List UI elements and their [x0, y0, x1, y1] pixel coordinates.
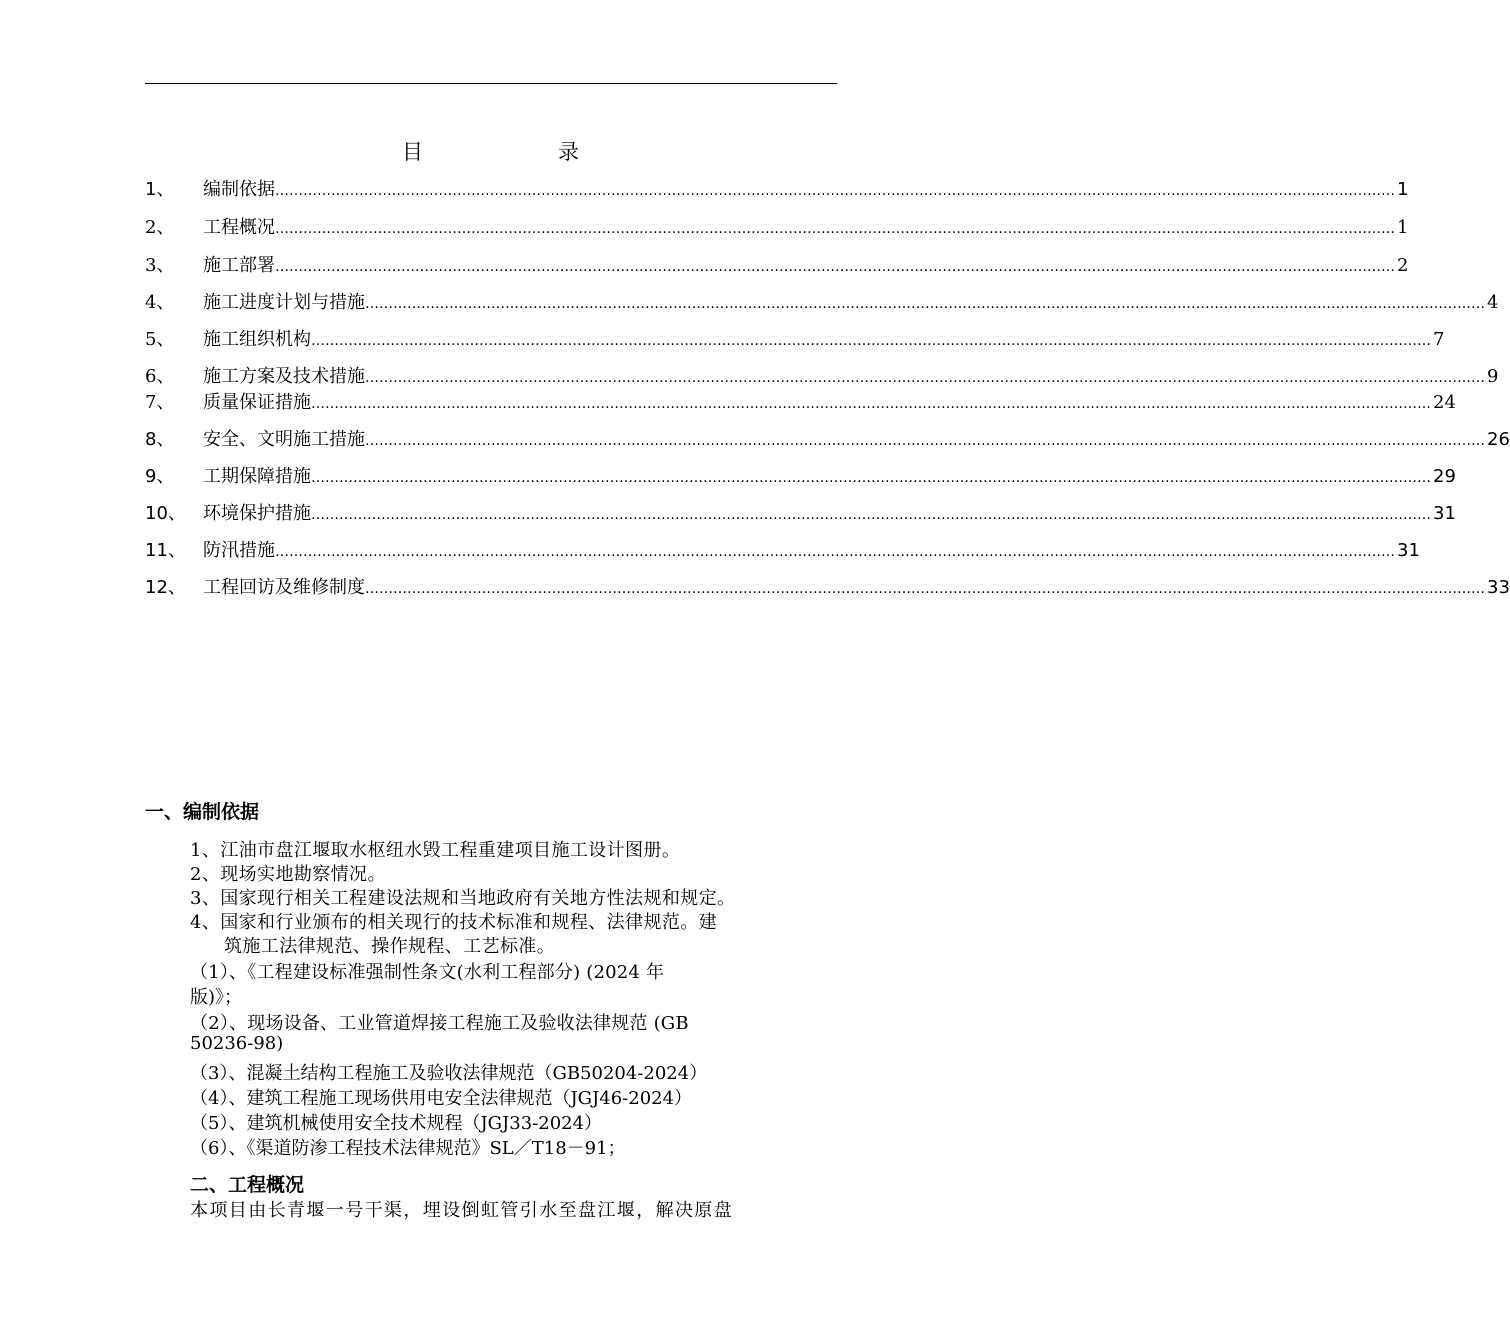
toc-entry-title: 施工部署 [203, 255, 275, 276]
toc-entry-number: 2、 [145, 217, 175, 238]
toc-entry[interactable] [145, 425, 1510, 451]
toc-entry-leader: …………………………………………………………………………………………………………………………………………………………………………………………………………………… [311, 507, 1431, 523]
section1-line: （3）、混凝土结构工程施工及验收法律规范（GB50204-2024） [190, 1063, 708, 1084]
toc-entry-title: 工程回访及维修制度 [203, 577, 365, 598]
toc-entry-leader: …………………………………………………………………………………………………………………………………………………………………………………………………………………… [311, 333, 1431, 349]
section2-heading: 二、工程概况 [190, 1174, 305, 1196]
toc-entry[interactable] [145, 325, 1445, 351]
toc-entry-number: 9、 [145, 466, 175, 487]
toc-entry-leader: …………………………………………………………………………………………………………………………………………………………………………………………………………………… [275, 544, 1395, 560]
toc-title [0, 136, 950, 164]
section1-line: 3、国家现行相关工程建设法规和当地政府有关地方性法规和规定。 [190, 888, 736, 909]
toc-entry-page: 33 [1487, 577, 1510, 598]
toc-entry-page: 1 [1397, 217, 1409, 238]
toc-entry-page: 31 [1433, 503, 1456, 524]
section1-line: 筑施工法律规范、操作规程、工艺标准。 [224, 936, 556, 957]
toc-entry-leader: …………………………………………………………………………………………………………………………………………………………………………………………………………………… [311, 396, 1431, 412]
toc-entry-number: 3、 [145, 255, 175, 276]
toc-entry[interactable] [145, 573, 1510, 599]
toc-entry-number: 5、 [145, 329, 175, 350]
toc-title-right: 录 [558, 140, 579, 164]
toc-entry[interactable] [145, 288, 1499, 314]
toc-entry[interactable] [145, 213, 1409, 239]
section1-line: 4、国家和行业颁布的相关现行的技术标准和规程、法律规范。建 [190, 912, 718, 933]
toc-entry-title: 编制依据 [203, 179, 275, 200]
toc-entry-number: 12、 [145, 577, 186, 598]
toc-entry-leader: …………………………………………………………………………………………………………………………………………………………………………………………………………………… [311, 470, 1431, 486]
toc-entry[interactable] [145, 251, 1409, 277]
toc-entry-number: 8、 [145, 429, 175, 450]
section1-line: （5）、建筑机械使用安全技术规程（JGJ33-2024） [190, 1113, 603, 1134]
toc-entry-leader: …………………………………………………………………………………………………………………………………………………………………………………………………………………… [365, 433, 1485, 449]
toc-entry-leader: …………………………………………………………………………………………………………………………………………………………………………………………………………………… [365, 581, 1485, 597]
section2-paragraph: 本项目由长青堰一号干渠，埋设倒虹管引水至盘江堰，解决原盘 [190, 1200, 734, 1221]
toc-entry-leader: …………………………………………………………………………………………………………………………………………………………………………………………………………………… [275, 221, 1395, 237]
section1-line: （2）、现场设备、工业管道焊接工程施工及验收法律规范 (GB [190, 1013, 689, 1034]
toc-entry-page: 9 [1487, 366, 1499, 387]
toc-entry-title: 施工组织机构 [203, 329, 311, 350]
header-rule [145, 83, 837, 84]
toc-entry-page: 1 [1397, 179, 1409, 200]
toc-entry-title: 环境保护措施 [203, 503, 311, 524]
toc-entry-title: 工期保障措施 [203, 466, 311, 487]
section1-heading: 一、编制依据 [145, 801, 260, 823]
section1-line: （4）、建筑工程施工现场供用电安全法律规范（JGJ46-2024） [190, 1088, 693, 1109]
toc-entry[interactable] [145, 175, 1409, 201]
toc-entry-number: 7、 [145, 392, 175, 413]
toc-entry-number: 4、 [145, 292, 175, 313]
section1-line: （1）、《工程建设标准强制性条文(水利工程部分) (2024 年 [190, 962, 665, 983]
toc-entry-page: 31 [1397, 540, 1420, 561]
toc-title-left: 目 [402, 140, 423, 164]
toc-entry-page: 29 [1433, 466, 1456, 487]
toc-entry-number: 1、 [145, 179, 175, 200]
toc-entry-title: 质量保证措施 [203, 392, 311, 413]
toc-entry-number: 6、 [145, 366, 175, 387]
toc-entry-title: 工程概况 [203, 217, 275, 238]
toc-entry-title: 安全、文明施工措施 [203, 429, 365, 450]
toc-entry-leader: …………………………………………………………………………………………………………………………………………………………………………………………………………………… [365, 296, 1485, 312]
toc-entry-number: 11、 [145, 540, 186, 561]
toc-entry-leader: …………………………………………………………………………………………………………………………………………………………………………………………………………………… [275, 259, 1395, 275]
toc-entry-leader: …………………………………………………………………………………………………………………………………………………………………………………………………………………… [275, 183, 1395, 199]
toc-entry-leader: …………………………………………………………………………………………………………………………………………………………………………………………………………………… [365, 370, 1485, 386]
toc-entry-number: 10、 [145, 503, 186, 524]
toc-entry-title: 防汛措施 [203, 540, 275, 561]
toc-entry[interactable] [145, 462, 1456, 488]
section1-line: 版)》； [190, 987, 243, 1008]
section1-line: 2、现场实地勘察情况。 [190, 864, 386, 885]
toc-entry-page: 7 [1433, 329, 1445, 350]
toc-entry-page: 4 [1487, 292, 1499, 313]
toc-entry[interactable] [145, 388, 1456, 414]
toc-entry[interactable] [145, 499, 1456, 525]
toc-entry-title: 施工进度计划与措施 [203, 292, 365, 313]
toc-entry-title: 施工方案及技术措施 [203, 366, 365, 387]
section1-line: 1、江油市盘江堰取水枢纽水毁工程重建项目施工设计图册。 [190, 840, 681, 861]
toc-entry-page: 2 [1397, 255, 1409, 276]
toc-entry-page: 26 [1487, 429, 1510, 450]
section1-line: 50236-98) [190, 1033, 284, 1054]
toc-entry-page: 24 [1433, 392, 1456, 413]
section1-line: （6）、《渠道防渗工程技术法律规范》SL／T18－91； [190, 1138, 626, 1159]
toc-entry[interactable] [145, 362, 1499, 388]
toc-entry[interactable] [145, 536, 1420, 562]
